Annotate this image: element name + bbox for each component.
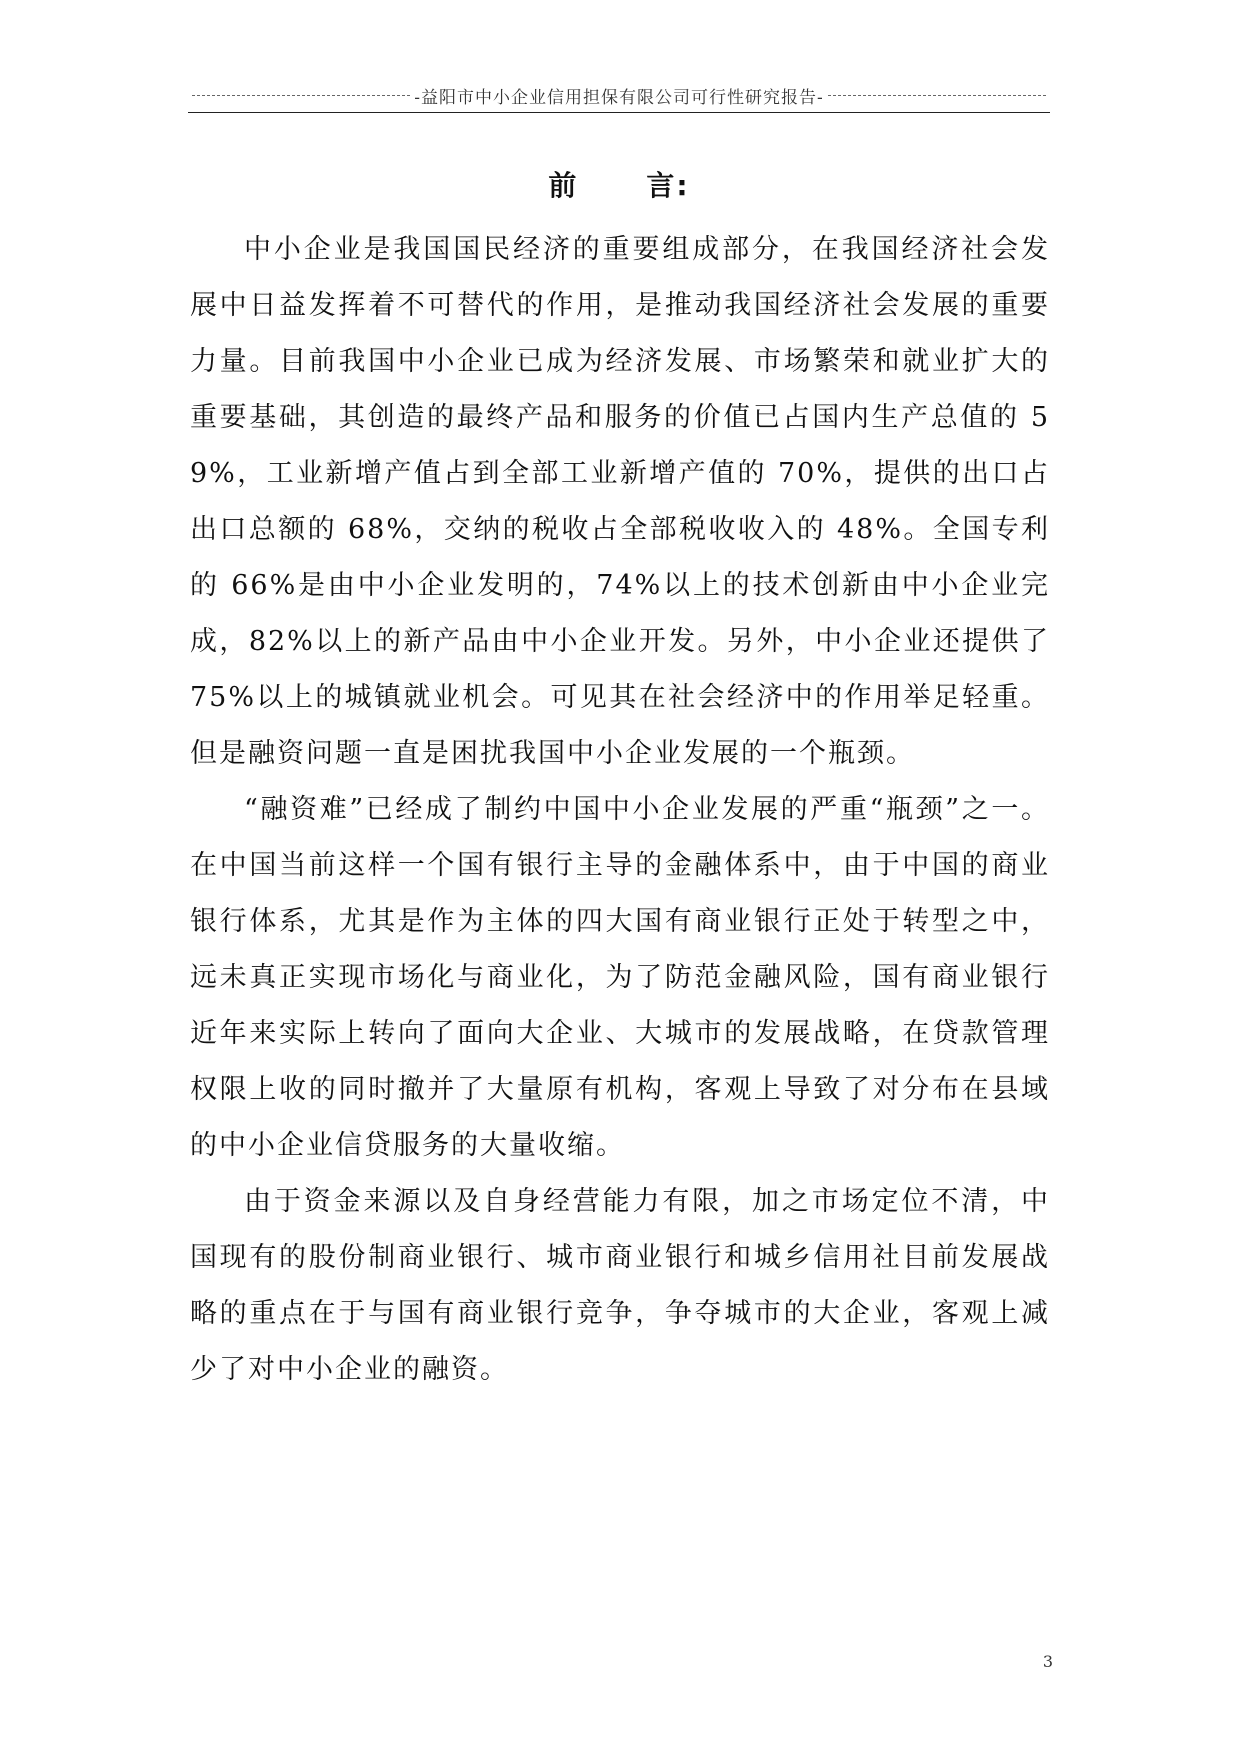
page-title [188,164,1050,204]
header-rule [188,112,1050,113]
header-dash-right [828,95,1046,96]
header-title: -益阳市中小企业信用担保有限公司可行性研究报告- [414,87,824,108]
page-number: 3 [1042,1652,1053,1671]
title-part-1: 前 [548,169,579,202]
page-header [188,82,1050,108]
header-dash-left [192,95,410,96]
title-part-2: 言: [646,169,690,202]
body-text [190,222,1050,1398]
paragraph-3: 由于资金来源以及自身经营能力有限，加之市场定位不清，中国现有的股份制商业银行、城市商业银行和城乡信用社目前发展战略的重点在于与国有商业银行竞争，争夺城市的大企业，客观上减少了对中小企业的融资。 [190,1186,1050,1385]
paragraph-1: 中小企业是我国国民经济的重要组成部分，在我国经济社会发展中日益发挥着不可替代的作用，是推动我国经济社会发展的重要力量。目前我国中小企业已成为经济发展、市场繁荣和就业扩大的重要基础，其创造的最终产品和服务的价值已占国内生产总值的 59%，工业新增产值占到全部工业新增产值的 70%，提供的出口占出口总额的 68%，交纳的税收占全部税收收入的 48%。全国专利的 66%是由中小企业发明的，74%以上的技术创新由中小企业完成，82%以上的新产品由中小企业开发。另外，中小企业还提供了 75%以上的城镇就业机会。可见其在社会经济中的作用举足轻重。但是融资问题一直是困扰我国中小企业发展的一个瓶颈。 [190,234,1050,769]
paragraph-2: “融资难”已经成了制约中国中小企业发展的严重“瓶颈”之一。在中国当前这样一个国有银行主导的金融体系中，由于中国的商业银行体系，尤其是作为主体的四大国有商业银行正处于转型之中，远未真正实现市场化与商业化，为了防范金融风险，国有商业银行近年来实际上转向了面向大企业、大城市的发展战略，在贷款管理权限上收的同时撤并了大量原有机构，客观上导致了对分布在县域的中小企业信贷服务的大量收缩。 [190,794,1050,1161]
